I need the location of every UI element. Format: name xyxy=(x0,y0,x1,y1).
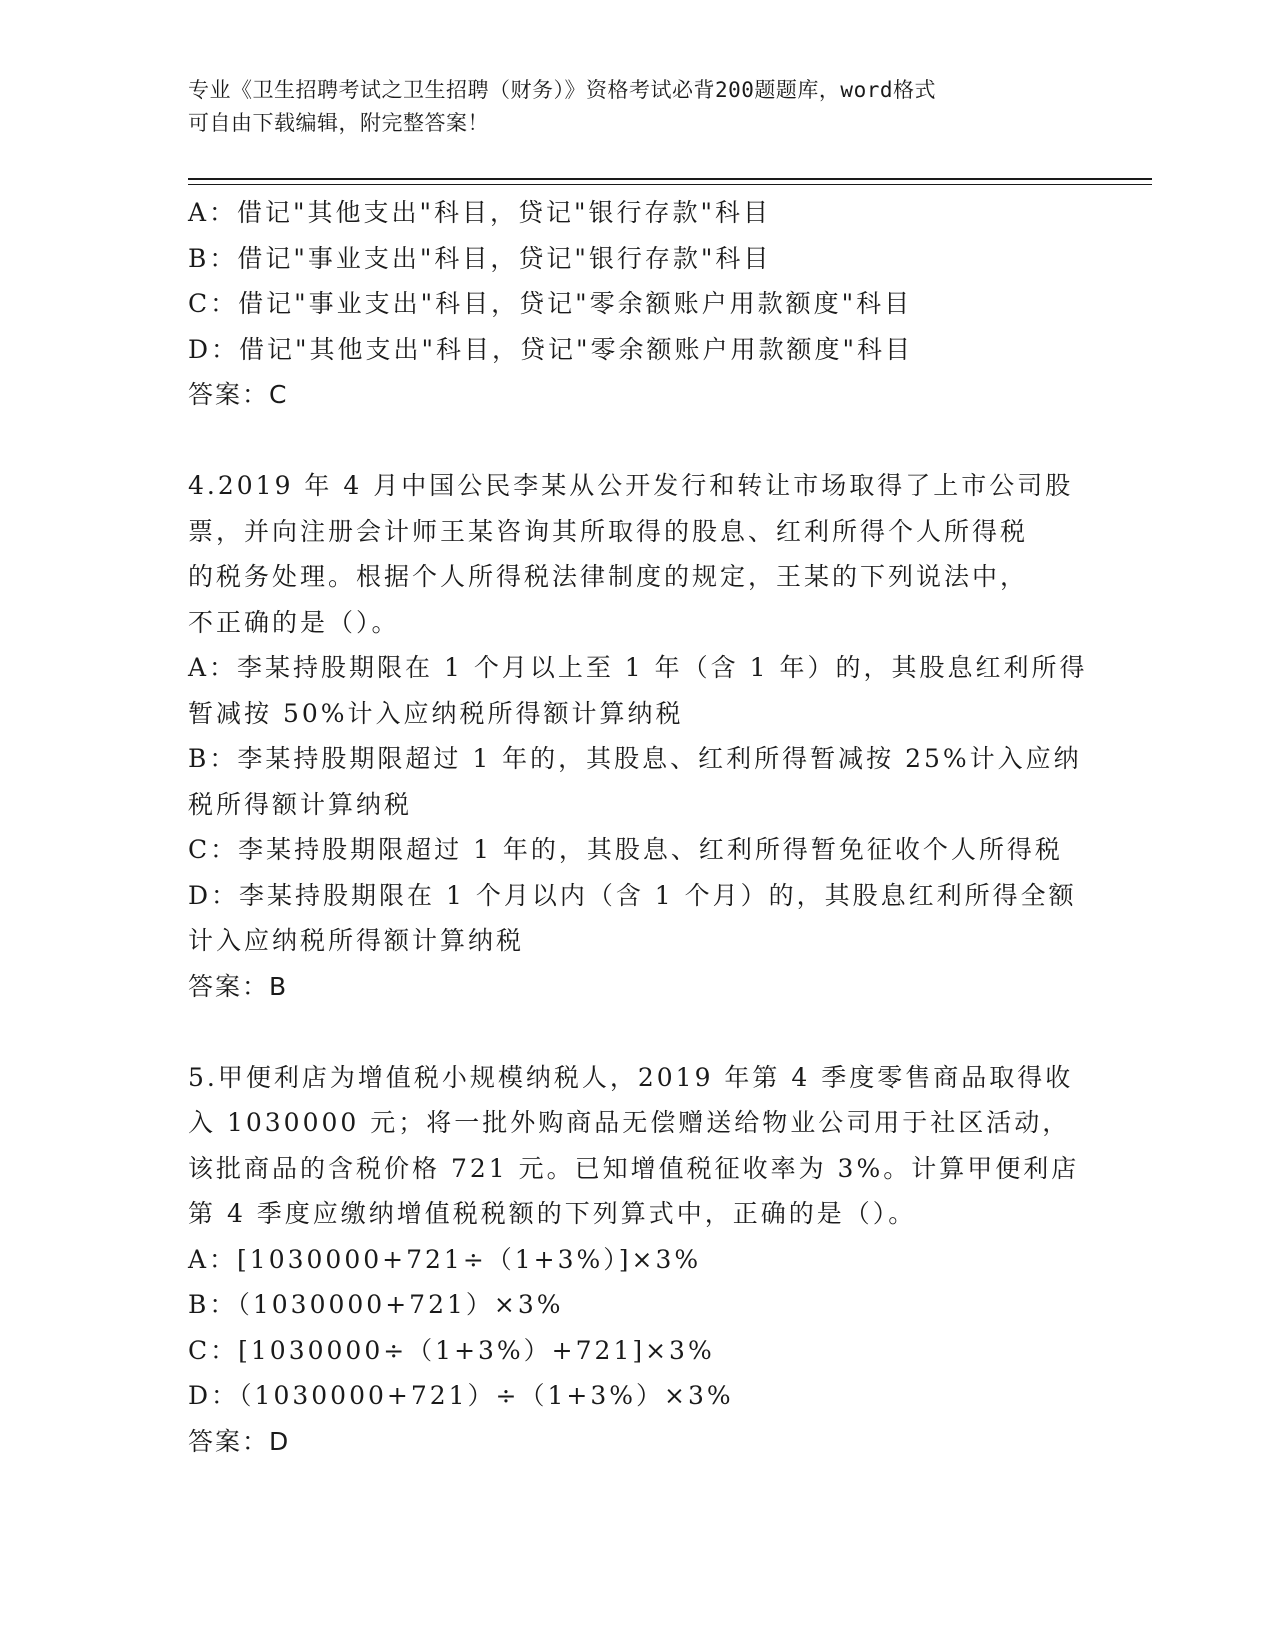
question-stem-line: 第 4 季度应缴纳增值税税额的下列算式中，正确的是（）。 xyxy=(188,1199,917,1228)
option-d-continued: 计入应纳税所得额计算纳税 xyxy=(188,926,525,955)
question-4 xyxy=(188,463,1088,1009)
spacer xyxy=(188,1009,1078,1055)
question-3 xyxy=(188,190,1078,418)
option-b: B：李某持股期限超过 1 年的，其股息、红利所得暂减按 25%计入应纳 xyxy=(188,744,1082,773)
option-d: D：借记"其他支出"科目，贷记"零余额账户用款额度"科目 xyxy=(188,334,914,364)
question-stem-line: 入 1030000 元；将一批外购商品无偿赠送给物业公司用于社区活动， xyxy=(188,1108,1071,1137)
spacer xyxy=(188,418,1078,464)
option-b: B：（1030000+721）×3% xyxy=(188,1290,564,1319)
header-divider-thick xyxy=(188,178,1152,180)
option-c: C：借记"事业支出"科目，贷记"零余额账户用款额度"科目 xyxy=(188,289,913,318)
document-header xyxy=(188,74,1068,140)
option-a-continued: 暂减按 50%计入应纳税所得额计算纳税 xyxy=(188,698,684,728)
header-title-line-2: 可自由下载编辑，附完整答案！ xyxy=(188,111,489,135)
question-stem-line: 4.2019 年 4 月中国公民李某从公开发行和转让市场取得了上市公司股 xyxy=(188,471,1074,500)
question-5 xyxy=(188,1055,1078,1465)
question-stem-line: 该批商品的含税价格 721 元。已知增值税征收率为 3%。计算甲便利店 xyxy=(188,1153,1080,1183)
answer: 答案：B xyxy=(188,971,289,1001)
question-stem-line: 5.甲便利店为增值税小规模纳税人，2019 年第 4 季度零售商品取得收 xyxy=(188,1062,1074,1092)
option-b-continued: 税所得额计算纳税 xyxy=(188,789,413,819)
option-d: D：李某持股期限在 1 个月以内（含 1 个月）的，其股息红利所得全额 xyxy=(188,880,1077,910)
header-divider-thin xyxy=(188,184,1152,185)
option-c: C：李某持股期限超过 1 年的，其股息、红利所得暂免征收个人所得税 xyxy=(188,835,1063,864)
option-a: A：[1030000+721÷（1+3%）]×3% xyxy=(188,1244,702,1274)
option-b: B：借记"事业支出"科目，贷记"银行存款"科目 xyxy=(188,243,772,273)
answer: 答案：D xyxy=(188,1426,291,1456)
option-a: A：借记"其他支出"科目，贷记"银行存款"科目 xyxy=(188,198,772,227)
answer: 答案：C xyxy=(188,380,289,409)
question-stem-line: 不正确的是（）。 xyxy=(188,607,400,637)
question-stem-line: 票，并向注册会计师王某咨询其所取得的股息、红利所得个人所得税 xyxy=(188,516,1029,546)
question-list xyxy=(188,190,1088,1464)
option-a: A：李某持股期限在 1 个月以上至 1 年（含 1 年）的，其股息红利所得 xyxy=(188,653,1088,682)
header-title-line-1: 专业《卫生招聘考试之卫生招聘（财务）》资格考试必背200题题库，word格式 xyxy=(188,78,936,102)
option-c: C：[1030000÷（1+3%）+721]×3% xyxy=(188,1335,715,1365)
option-d: D：（1030000+721）÷（1+3%）×3% xyxy=(188,1381,734,1410)
question-stem-line: 的税务处理。根据个人所得税法律制度的规定，王某的下列说法中， xyxy=(188,562,1029,591)
